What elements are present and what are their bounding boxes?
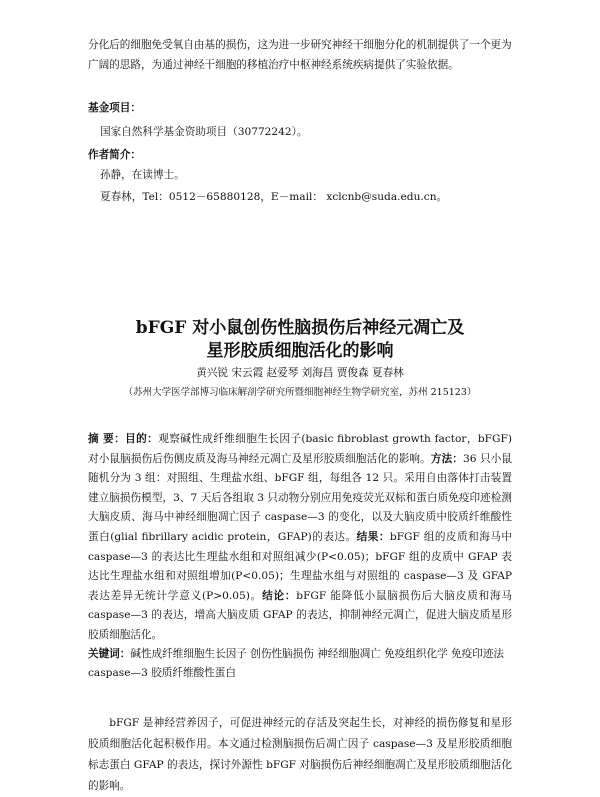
- body-paragraph: bFGF 是神经营养因子，可促进神经元的存活及突起生长，对神经的损伤修复和星形胶质细胞活化起积极作用。本文通过检测脑损伤后凋亡因子 caspase—3 及星形胶质细胞标志蛋白 GFAP 的表达，探讨外源性 bFGF 对脑损伤后神经细胞凋亡及星形胶质细胞活化的影响。: [88, 717, 512, 792]
- abstract-conclusion: bFGF 能降低小鼠脑损伤后大脑皮质和海马 caspase—3 的表达，增高大脑皮质 GFAP 的表达，抑制神经元凋亡，促进大脑皮质星形胶质细胞活化。: [88, 589, 513, 641]
- fund-heading: 基金项目：: [88, 102, 141, 114]
- article-title-line-2: 星形胶质细胞活化的影响: [206, 341, 394, 361]
- abstract-results-label: 结果：: [356, 530, 390, 543]
- keywords: [88, 645, 512, 683]
- abstract-label: 摘 要：: [88, 433, 126, 445]
- abstract-results: bFGF 组的皮质和海马中 caspase—3 的表达比生理盐水组和对照组减少(P<0.05)；bFGF 组的皮质中 GFAP 表达比生理盐水组和对照组增加(P<0.05)；生理盐水组与对照组的 caspase—3 及 GFAP 表达差异无统计学意义(P>0.05)。: [88, 530, 512, 602]
- article-affiliation: （苏州大学医学部博习临床解剖学研究所暨细胞神经生物学研究室，苏州 215123）: [123, 387, 477, 398]
- abstract-purpose: 观察碱性成纤维细胞生长因子(basic fibroblast growth factor，bFGF)对小鼠脑损伤后伤侧皮质及海马神经元凋亡及星形胶质细胞活化的影响。: [88, 433, 512, 465]
- abstract: [88, 430, 512, 646]
- intro-line-1: 分化后的细胞免受氧自由基的损伤，这为进一步研究神经干细胞分化的机制提供了一个更为: [88, 39, 512, 51]
- abstract-methods: 36 只小鼠随机分为 3 组：对照组、生理盐水组、bFGF 组，每组各 12 只。采用自由落体打击装置建立脑损伤模型，3、7 天后各组取 3 只动物分别应用免疫荧光双标和蛋白质免疫印迹检测大脑皮质、海马中神经细胞凋亡因子 caspase—3 的变化，以及大脑皮质中胶质纤维酸性蛋白(glial fibrillary acidic protein，GFAP)的表达。: [88, 452, 513, 543]
- abstract-purpose-label: 目的：: [125, 433, 159, 445]
- article-authors: 黄兴锐 宋云霞 赵爱琴 刘海昌 贾俊森 夏春林: [196, 367, 404, 379]
- article-title-line-1: bFGF 对小鼠创伤性脑损伤后神经元凋亡及: [135, 318, 465, 338]
- keywords-text: 碱性成纤维细胞生长因子 创伤性脑损伤 神经细胞凋亡 免疫组织化学 免疫印迹法 caspase—3 胶质纤维酸性蛋白: [88, 648, 505, 679]
- keywords-label: 关键词：: [88, 648, 131, 660]
- intro-line-2: 广阔的思路，为通过神经干细胞的移植治疗中枢神经系统疾病提供了实验依据。: [88, 59, 459, 71]
- abstract-conclusion-label: 结论：: [262, 589, 297, 602]
- fund-text: 国家自然科学基金资助项目（30772242）。: [100, 126, 308, 138]
- abstract-methods-label: 方法：: [430, 452, 464, 465]
- author-info-line-1: 孙静，在读博士。: [100, 169, 185, 181]
- author-info-heading: 作者简介：: [88, 149, 141, 161]
- author-info-line-2: 夏春林，Tel：0512－65880128，E－mail： xclcnb@suda.edu.cn。: [100, 191, 448, 203]
